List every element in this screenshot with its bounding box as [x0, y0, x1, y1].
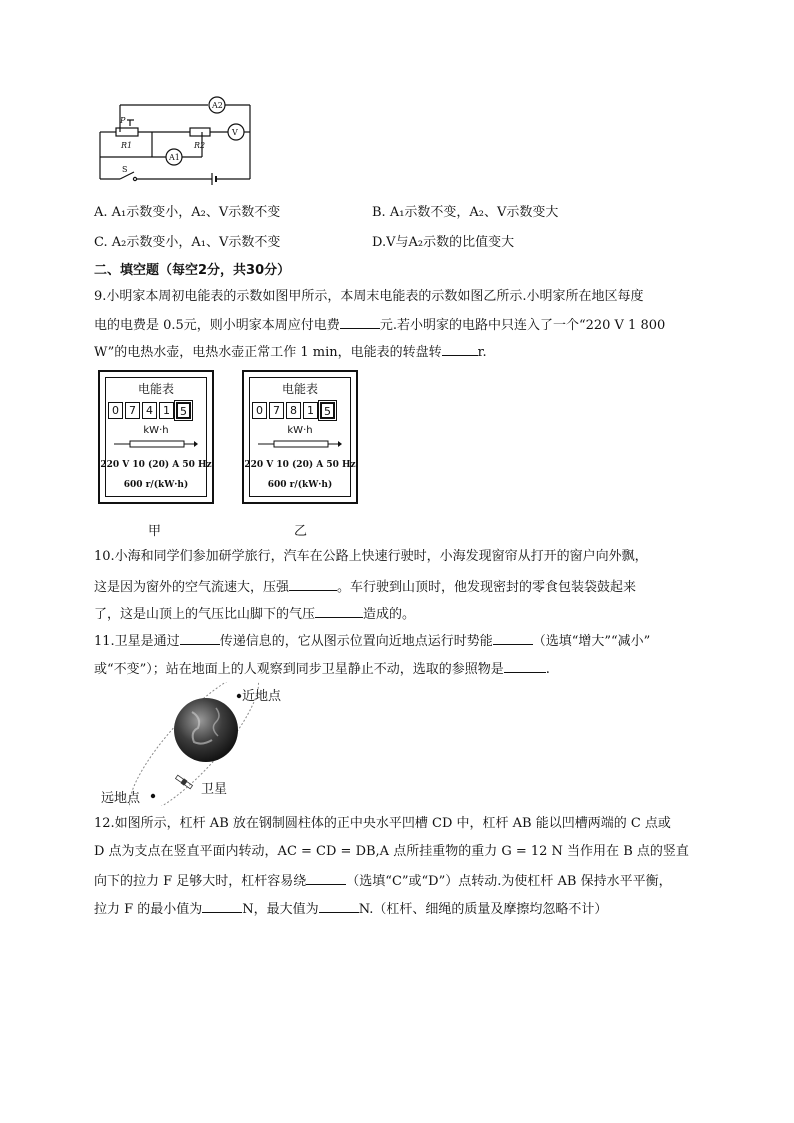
meter-b-arrow-icon [258, 440, 342, 448]
meter-a-digit: 5 [176, 402, 191, 419]
q9-line2-text: 电的电费是 0.5元，则小明家本周应付电费 [94, 318, 340, 333]
q10-line2-tail: 。车行驶到山顶时，他发现密封的零食包装袋鼓起来 [337, 580, 637, 595]
q11-line2-text: 或“不变”）；站在地面上的人观察到同步卫星静止不动，选取的参照物是 [94, 662, 504, 677]
meter-b-digit: 0 [252, 402, 267, 419]
q10-blank-pressure[interactable] [289, 577, 337, 591]
apogee-label: 远地点 [101, 791, 141, 806]
v-label: V [232, 128, 238, 137]
q11-line2 [94, 659, 550, 679]
q12-line4 [94, 899, 607, 919]
meter-a-caption: 甲 [148, 524, 162, 539]
q11-line2-tail: . [545, 662, 550, 677]
q9-blank-turns[interactable] [442, 342, 478, 356]
q10-line2 [94, 577, 636, 597]
q10-line1: 10.小海和同学们参加研学旅行，汽车在公路上快速行驶时，小海发现窗帘从打开的窗户向外飘， [94, 549, 648, 564]
meter-b-spec1: 220 V 10 (20) A 50 Hz [244, 460, 356, 470]
q8-option-a: A. A₁示数变小，A₂、V示数不变 [94, 205, 281, 220]
q11-line1-tail: （选填“增大”“减小” [532, 634, 651, 649]
q12-line4-tail: N.（杠杆、细绳的质量及摩擦均忽略不计） [358, 902, 608, 917]
q11-line1-mid: 传递信息的，它从图示位置向近地点运行时势能 [219, 634, 493, 649]
q12-blank-min[interactable] [202, 899, 242, 913]
q9-line3-text: W”的电热水壶，电热水壶正常工作 1 min，电能表的转盘转 [94, 345, 442, 360]
q9-line2-tail: 元.若小明家的电路中只连入了一个“220 V 1 800 [379, 318, 666, 333]
q11-blank-energy[interactable] [493, 631, 533, 645]
p-label: P [120, 116, 126, 125]
energy-meter-a [98, 370, 214, 504]
apogee-dot [151, 794, 155, 798]
a1-label: A1 [169, 153, 180, 162]
q8-option-b: B. A₁示数不变，A₂、V示数变大 [372, 205, 559, 220]
perigee-dot [237, 694, 241, 698]
energy-meter-b [242, 370, 358, 504]
meter-b-digit: 7 [269, 402, 284, 419]
q12-blank-max[interactable] [319, 899, 359, 913]
q10-blank-air-pressure[interactable] [315, 604, 363, 618]
satellite-icon [175, 774, 193, 789]
meter-b-title: 电能表 [281, 382, 318, 396]
meter-b-digit: 1 [303, 402, 318, 419]
r1-label: R1 [121, 141, 133, 150]
q12-line1: 12.如图所示，杠杆 AB 放在钢制圆柱体的正中央水平凹槽 CD 中，杠杆 AB 能以凹槽两端的 C 点或 [94, 816, 671, 831]
q11-line1-text: 11.卫星是通过 [94, 634, 180, 649]
meter-a-title: 电能表 [137, 382, 174, 396]
meter-a-digit: 7 [125, 402, 140, 419]
q12-line2: D 点为支点在竖直平面内转动，AC = CD = DB,A 点所挂重物的重力 G = 12 N 当作用在 B 点的竖直 [94, 844, 689, 859]
meter-a-digit: 0 [108, 402, 123, 419]
earth-icon [174, 698, 238, 762]
meter-b-digit: 8 [286, 402, 301, 419]
q11-line1 [94, 631, 650, 651]
meter-a-digit: 1 [159, 402, 174, 419]
q8-option-c: C. A₂示数变小，A₁、V示数不变 [94, 235, 281, 250]
meter-b-unit: kW·h [287, 425, 313, 436]
q11-blank-medium[interactable] [180, 631, 220, 645]
q9-line1: 9.小明家本周初电能表的示数如图甲所示，本周末电能表的示数如图乙所示.小明家所在地区每度 [94, 289, 644, 304]
satellite-label: 卫星 [201, 782, 228, 797]
q11-blank-reference[interactable] [504, 659, 546, 673]
a2-label: A2 [212, 101, 223, 110]
meter-b-digit: 5 [320, 402, 335, 419]
q10-line3-tail: 造成的。 [363, 607, 416, 622]
q10-line2-text: 这是因为窗外的空气流速大，压强 [94, 580, 290, 595]
meter-a-digit: 4 [142, 402, 157, 419]
s-label: S [122, 165, 128, 174]
q9-line3-tail: r. [477, 345, 487, 360]
meter-a-arrow-icon [114, 440, 198, 448]
q12-line3-tail: （选填“C”或“D”）点转动.为使杠杆 AB 保持水平平衡， [346, 874, 672, 889]
q10-line3 [94, 604, 415, 624]
q9-line2 [94, 315, 665, 335]
q12-line3-text: 向下的拉力 F 足够大时，杠杆容易绕 [94, 874, 307, 889]
meter-a-spec2: 600 r/(kW·h) [123, 480, 189, 490]
perigee-label: 近地点 [242, 689, 282, 704]
circuit-diagram [90, 92, 260, 190]
q9-line3 [94, 342, 487, 362]
q12-line4-text: 拉力 F 的最小值为 [94, 902, 203, 917]
q12-line3 [94, 871, 672, 891]
meter-a-spec1: 220 V 10 (20) A 50 Hz [100, 460, 212, 470]
meter-a-unit: kW·h [143, 425, 169, 436]
q10-line3-text: 了，这是山顶上的气压比山脚下的气压 [94, 607, 316, 622]
meter-b-caption: 乙 [294, 524, 308, 539]
q8-option-d: D.V与A₂示数的比值变大 [372, 235, 515, 250]
q12-line4-mid: N，最大值为 [242, 902, 319, 917]
section-title: 二、填空题（每空2分，共30分） [94, 263, 291, 278]
q12-blank-pivot[interactable] [306, 871, 346, 885]
r2-label: R2 [194, 141, 206, 150]
q9-blank-fee[interactable] [340, 315, 380, 329]
meter-b-spec2: 600 r/(kW·h) [267, 480, 333, 490]
